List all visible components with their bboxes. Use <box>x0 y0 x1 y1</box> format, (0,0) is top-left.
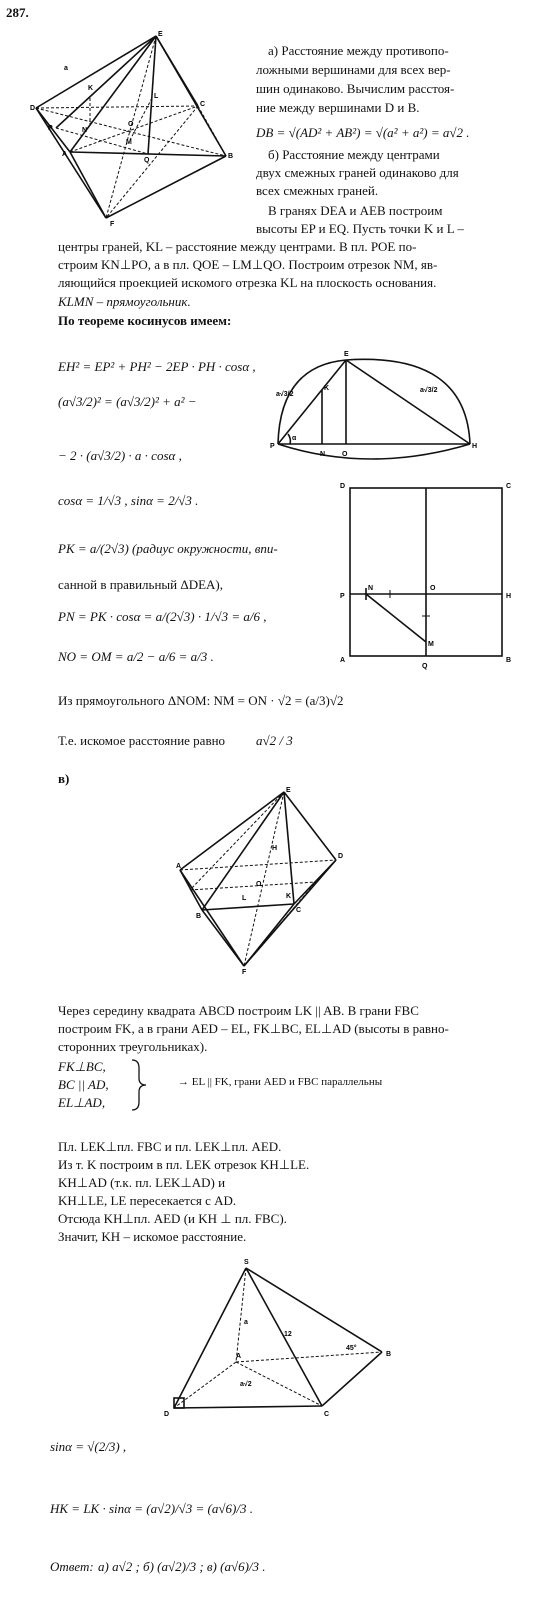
part-c-line: Отсюда KH⊥пл. AED (и KH ⊥ пл. FBC). <box>58 1211 287 1226</box>
part-c-line: KH⊥LE, LE пересекается с AD. <box>58 1193 237 1208</box>
system-line: BC || AD, <box>58 1077 109 1092</box>
system-line: FK⊥BC, <box>58 1059 106 1074</box>
figure-square-projection <box>340 483 512 670</box>
fig5-label-45: 45° <box>346 1345 357 1352</box>
eq-substitution-2: − 2 · (a√3/2) · a · cosα , <box>58 448 182 463</box>
part-c-line: Из т. K построим в пл. LEK отрезок KH⊥LE. <box>58 1157 310 1172</box>
eq-no: NO = OM = a/2 − a/6 = a/3 . <box>58 649 214 664</box>
part-b-line: высоты EP и EQ. Пусть точки K и L – <box>256 221 464 236</box>
fig1-label-E: E <box>158 31 163 38</box>
fig1-label-N: N <box>82 127 88 134</box>
fig2-label-H: H <box>472 443 478 450</box>
answer-value: а) a√2 ; б) (a√2)/3 ; в) (a√6)/3 . <box>98 1559 266 1574</box>
fig3-label-P: P <box>340 593 345 600</box>
fig1-label-Q: Q <box>144 157 150 164</box>
fig3-label-D: D <box>340 483 346 490</box>
part-c-line: Пл. LEK⊥пл. FBC и пл. LEK⊥пл. AED. <box>58 1139 282 1154</box>
part-c-line: Значит, KH – искомое расстояние. <box>58 1229 247 1244</box>
fig4-label-A: A <box>176 863 182 870</box>
fig3-label-H: H <box>506 593 512 600</box>
fig4-label-K: K <box>286 893 292 900</box>
eq-law-of-cosines: EH² = EP² + PH² − 2EP · PH · cosα , <box>58 359 256 374</box>
fig3-label-Q: Q <box>422 663 428 670</box>
eq-hk: HK = LK · sinα = (a√2)/√3 = (a√6)/3 . <box>50 1501 253 1516</box>
part-b-line: ляющийся проекцией искомого отрезка KL на плоскость основания. <box>58 275 437 290</box>
part-b-line: В гранях DEA и AEB построим <box>268 203 443 218</box>
fig4-label-C: C <box>296 907 302 914</box>
fig3-label-B: B <box>506 657 512 664</box>
fig3-label-M: M <box>428 641 434 648</box>
fig5-label-A: A <box>236 1353 242 1360</box>
fig4-label-L: L <box>242 895 247 902</box>
fig2-label-E: E <box>344 351 349 358</box>
fig5-label-D: D <box>164 1411 170 1418</box>
fig4-label-E: E <box>286 787 291 794</box>
fig3-label-A: A <box>340 657 346 664</box>
fig1-label-O: O <box>128 121 134 128</box>
fig1-label-D: D <box>30 105 36 112</box>
part-a-line: ние между вершинами D и B. <box>256 100 420 115</box>
part-b-line: строим KN⊥PO, а в пл. QOE – LM⊥QO. Построим отрезок NM, яв- <box>58 257 438 272</box>
fig4-label-B: B <box>196 913 202 920</box>
system-line: EL⊥AD, <box>58 1095 106 1110</box>
fig5-label-a: a <box>244 1319 248 1326</box>
part-b-line: центры граней, KL – расстояние между центрами. В пл. POE по- <box>58 239 417 254</box>
fig2-label-K: K <box>324 385 330 392</box>
part-b-line: двух смежных граней одинаково для <box>256 165 459 180</box>
part-a-formula: DB = √(AD² + AB²) = √(a² + a²) = a√2 . <box>256 125 470 140</box>
fig4-label-O: O <box>256 881 262 888</box>
figure-octahedron-2 <box>176 788 376 978</box>
fig3-label-O: O <box>430 585 436 592</box>
fig5-label-S: S <box>244 1259 249 1266</box>
fig4-label-F: F <box>242 969 247 976</box>
part-c-label: в) <box>58 771 70 786</box>
eq-cos-sin: cosα = 1/√3 , sinα = 2/√3 . <box>58 493 199 508</box>
fig1-label-F: F <box>110 221 115 228</box>
fig2-label-alpha: α <box>292 435 297 442</box>
fig2-label-right: a√3/2 <box>420 387 438 394</box>
part-c-line: сторонних треугольниках). <box>58 1039 208 1054</box>
part-a-line: а) Расстояние между противопо- <box>268 43 449 58</box>
part-b-line: б) Расстояние между центрами <box>268 147 440 162</box>
part-c-line: Через середину квадрата ABCD построим LK || AB. В грани FBC <box>58 1003 419 1018</box>
fig1-label-P: P <box>48 125 53 132</box>
fig1-label-B: B <box>228 153 234 160</box>
fig5-label-B: B <box>386 1351 392 1358</box>
eq-pk: PK = a/(2√3) (радиус окружности, впи- <box>58 541 278 556</box>
answer-label: Ответ: <box>50 1559 94 1574</box>
fig1-label-L: L <box>154 93 159 100</box>
part-b-line: KLMN – прямоугольник. <box>58 294 191 309</box>
part-c-line: построим FK, а в грани AED – EL, FK⊥BC, EL⊥AD (высоты в равно- <box>58 1021 449 1036</box>
figure-octahedron-1 <box>30 28 240 238</box>
eq-substitution: (a√3/2)² = (a√3/2)² + a² − <box>58 394 197 409</box>
fig2-label-left: a√3/2 <box>276 391 294 398</box>
part-b-line: По теореме косинусов имеем: <box>58 313 232 328</box>
system-brace-icon <box>130 1058 150 1112</box>
figure-pyramid <box>160 1259 400 1422</box>
fig2-label-P: P <box>270 443 275 450</box>
fig1-label-C: C <box>200 101 206 108</box>
fig5-label-12: 12 <box>284 1331 292 1338</box>
fig5-label-a-root2: a√2 <box>240 1381 252 1388</box>
fig3-label-C: C <box>506 483 512 490</box>
eq-nom: Из прямоугольного ΔNOM: NM = ON · √2 = (a/3)√2 <box>58 693 344 708</box>
part-c-line: KH⊥AD (т.к. пл. LEK⊥AD) и <box>58 1175 226 1190</box>
fig2-label-N: N <box>320 451 326 458</box>
fig4-label-D: D <box>338 853 344 860</box>
part-a-line: ложными вершинами для всех вер- <box>256 62 451 77</box>
fig1-label-K: K <box>88 85 94 92</box>
result-text: Т.е. искомое расстояние равно <box>58 733 226 748</box>
fig1-label-M: M <box>126 139 132 146</box>
fig3-label-N: N <box>368 585 374 592</box>
figure-triangle-section <box>270 351 500 476</box>
problem-number: 287. <box>6 5 29 20</box>
result-value: a√2 / 3 <box>256 733 293 748</box>
part-b-line: всех смежных граней. <box>256 183 379 198</box>
system-conclusion: → EL || FK, грани AED и FBC параллельны <box>178 1076 383 1088</box>
fig2-label-O: O <box>342 451 348 458</box>
fig1-label-A: A <box>62 151 68 158</box>
fig5-label-C: C <box>324 1411 330 1418</box>
eq-sin-alpha: sinα = √(2/3) , <box>50 1439 127 1454</box>
eq-pn: PN = PK · cosα = a/(2√3) · 1/√3 = a/6 , <box>58 609 267 624</box>
part-a-line: шин одинаково. Вычислим расстоя- <box>256 81 455 96</box>
eq-pk-note: санной в правильный ΔDEA), <box>58 577 224 592</box>
fig1-label-a: a <box>64 65 68 72</box>
fig4-label-H: H <box>272 845 278 852</box>
